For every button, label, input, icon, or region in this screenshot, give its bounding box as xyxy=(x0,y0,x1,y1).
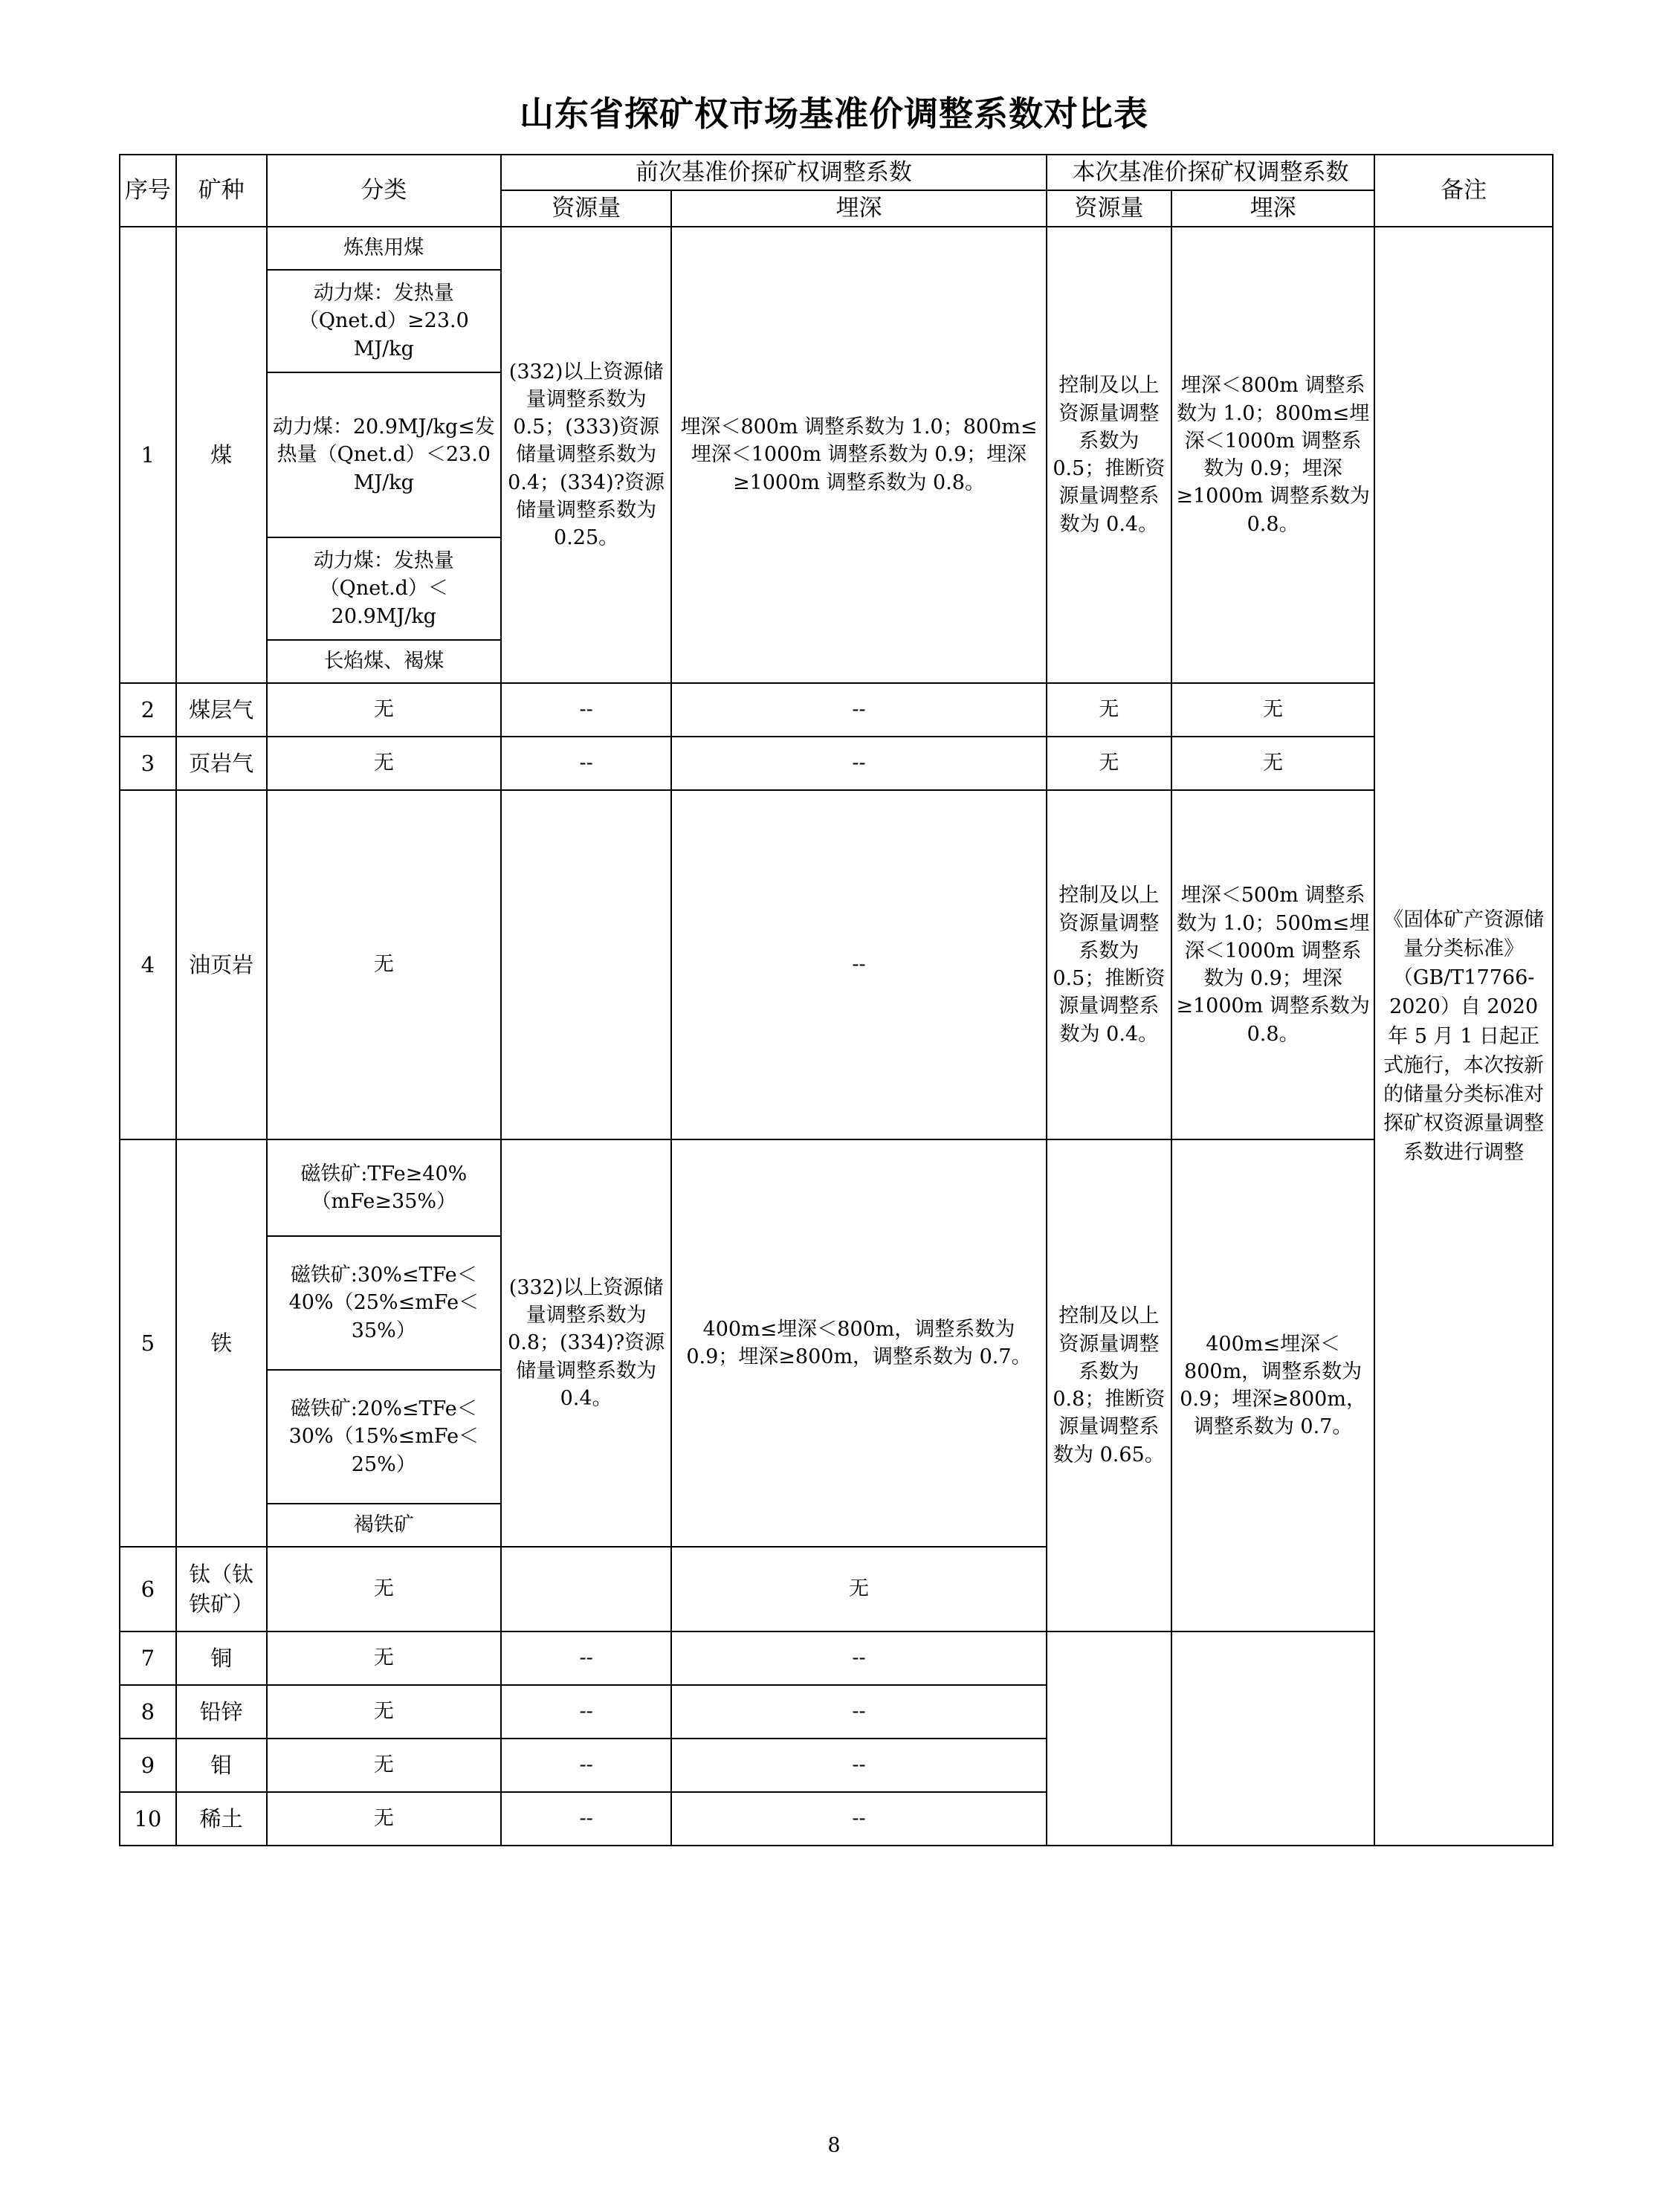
table-row xyxy=(120,683,1553,737)
header-current-group: 本次基准价探矿权调整系数 xyxy=(1047,155,1375,191)
cell-classification: 磁铁矿:30%≤TFe＜40%（25%≤mFe＜35%） xyxy=(267,1236,501,1370)
cell-classification: 动力煤：发热量（Qnet.d）≥23.0 MJ/kg xyxy=(267,270,501,372)
cell-prev-depth: 400m≤埋深＜800m，调整系数为 0.9；埋深≥800m，调整系数为 0.7。 xyxy=(671,1139,1047,1547)
cell-prev-resource: (332)以上资源储量调整系数为 0.8；(334)?资源储量调整系数为 0.4。 xyxy=(501,1139,671,1547)
cell-cur-depth: 400m≤埋深＜800m，调整系数为 0.9；埋深≥800m，调整系数为 0.7。 xyxy=(1171,1139,1374,1631)
cell-seq: 1 xyxy=(120,227,176,683)
cell-cur-resource: 控制及以上资源量调整系数为 0.5；推断资源量调整系数为 0.4。 xyxy=(1047,227,1171,683)
cell-cur-resource: 无 xyxy=(1047,683,1171,737)
cell-mineral: 铜 xyxy=(176,1631,267,1685)
table-row xyxy=(120,1631,1553,1685)
cell-prev-resource: -- xyxy=(501,1792,671,1846)
cell-classification: 长焰煤、褐煤 xyxy=(267,640,501,683)
table-header xyxy=(120,155,1553,227)
cell-prev-resource: -- xyxy=(501,737,671,790)
cell-prev-resource: -- xyxy=(501,683,671,737)
cell-seq: 9 xyxy=(120,1739,176,1792)
cell-remark: 《固体矿产资源储量分类标准》（GB/T17766-2020）自 2020 年 5 月 1 日起正式施行，本次按新的储量分类标准对探矿权资源量调整系数进行调整 xyxy=(1374,227,1553,1846)
cell-seq: 10 xyxy=(120,1792,176,1846)
cell-prev-depth: -- xyxy=(671,1792,1047,1846)
cell-classification: 褐铁矿 xyxy=(267,1504,501,1547)
cell-mineral: 铁 xyxy=(176,1139,267,1547)
cell-cur-depth: 埋深＜500m 调整系数为 1.0；500m≤埋深＜1000m 调整系数为 0.9；埋深≥1000m 调整系数为 0.8。 xyxy=(1171,790,1374,1139)
cell-prev-depth: -- xyxy=(671,1739,1047,1792)
cell-prev-resource: -- xyxy=(501,1685,671,1739)
table-row xyxy=(120,227,1553,270)
header-seq: 序号 xyxy=(120,155,176,227)
header-mineral: 矿种 xyxy=(176,155,267,227)
header-cur-depth: 埋深 xyxy=(1171,190,1374,227)
cell-classification: 无 xyxy=(267,1739,501,1792)
cell-seq: 6 xyxy=(120,1547,176,1631)
cell-mineral: 铅锌 xyxy=(176,1685,267,1739)
cell-cur-depth xyxy=(1171,1631,1374,1846)
cell-classification: 动力煤：20.9MJ/kg≤发热量（Qnet.d）＜23.0 MJ/kg xyxy=(267,372,501,537)
cell-cur-resource: 无 xyxy=(1047,737,1171,790)
cell-classification: 炼焦用煤 xyxy=(267,227,501,270)
cell-prev-resource xyxy=(501,790,671,1139)
cell-seq: 4 xyxy=(120,790,176,1139)
cell-cur-resource xyxy=(1047,1631,1171,1846)
cell-mineral: 油页岩 xyxy=(176,790,267,1139)
cell-prev-depth: 无 xyxy=(671,1547,1047,1631)
cell-classification: 无 xyxy=(267,1631,501,1685)
cell-prev-depth: -- xyxy=(671,1685,1047,1739)
cell-classification: 无 xyxy=(267,1792,501,1846)
cell-cur-resource: 控制及以上资源量调整系数为 0.5；推断资源量调整系数为 0.4。 xyxy=(1047,790,1171,1139)
cell-cur-depth: 无 xyxy=(1171,737,1374,790)
cell-classification: 无 xyxy=(267,1547,501,1631)
cell-prev-depth: -- xyxy=(671,737,1047,790)
cell-classification: 无 xyxy=(267,1685,501,1739)
cell-classification: 磁铁矿:TFe≥40%（mFe≥35%） xyxy=(267,1139,501,1236)
cell-mineral: 钛（钛铁矿） xyxy=(176,1547,267,1631)
cell-classification: 磁铁矿:20%≤TFe＜30%（15%≤mFe＜25%） xyxy=(267,1370,501,1504)
page-title: 山东省探矿权市场基准价调整系数对比表 xyxy=(520,94,1148,134)
cell-seq: 2 xyxy=(120,683,176,737)
page-number: 8 xyxy=(827,2134,841,2157)
table-row xyxy=(120,1139,1553,1236)
cell-mineral: 页岩气 xyxy=(176,737,267,790)
header-row-1 xyxy=(120,155,1553,191)
cell-cur-depth: 埋深＜800m 调整系数为 1.0；800m≤埋深＜1000m 调整系数为 0.9；埋深≥1000m 调整系数为 0.8。 xyxy=(1171,227,1374,683)
cell-classification: 无 xyxy=(267,737,501,790)
cell-classification: 动力煤：发热量（Qnet.d）＜20.9MJ/kg xyxy=(267,537,501,640)
cell-cur-depth: 无 xyxy=(1171,683,1374,737)
cell-prev-resource: -- xyxy=(501,1739,671,1792)
header-prev-depth: 埋深 xyxy=(671,190,1047,227)
cell-seq: 5 xyxy=(120,1139,176,1547)
coefficient-comparison-table xyxy=(119,154,1554,1847)
cell-mineral: 稀土 xyxy=(176,1792,267,1846)
table-container xyxy=(0,154,1668,1847)
cell-prev-depth: -- xyxy=(671,683,1047,737)
cell-seq: 8 xyxy=(120,1685,176,1739)
header-remark: 备注 xyxy=(1374,155,1553,227)
cell-seq: 3 xyxy=(120,737,176,790)
cell-seq: 7 xyxy=(120,1631,176,1685)
header-prev-resource: 资源量 xyxy=(501,190,671,227)
cell-classification: 无 xyxy=(267,683,501,737)
cell-cur-resource: 控制及以上资源量调整系数为 0.8；推断资源量调整系数为 0.65。 xyxy=(1047,1139,1171,1631)
cell-mineral: 钼 xyxy=(176,1739,267,1792)
cell-prev-resource: (332)以上资源储量调整系数为 0.5；(333)资源储量调整系数为 0.4；(334)?资源储量调整系数为 0.25。 xyxy=(501,227,671,683)
cell-prev-depth: 埋深＜800m 调整系数为 1.0；800m≤埋深＜1000m 调整系数为 0.9；埋深≥1000m 调整系数为 0.8。 xyxy=(671,227,1047,683)
header-cur-resource: 资源量 xyxy=(1047,190,1171,227)
header-classification: 分类 xyxy=(267,155,501,227)
table-body xyxy=(120,227,1553,1846)
cell-prev-depth: -- xyxy=(671,790,1047,1139)
cell-mineral: 煤层气 xyxy=(176,683,267,737)
cell-prev-resource: -- xyxy=(501,1631,671,1685)
table-row xyxy=(120,737,1553,790)
cell-mineral: 煤 xyxy=(176,227,267,683)
table-row xyxy=(120,790,1553,1139)
header-previous-group: 前次基准价探矿权调整系数 xyxy=(501,155,1047,191)
cell-prev-resource xyxy=(501,1547,671,1631)
cell-prev-depth: -- xyxy=(671,1631,1047,1685)
cell-classification: 无 xyxy=(267,790,501,1139)
